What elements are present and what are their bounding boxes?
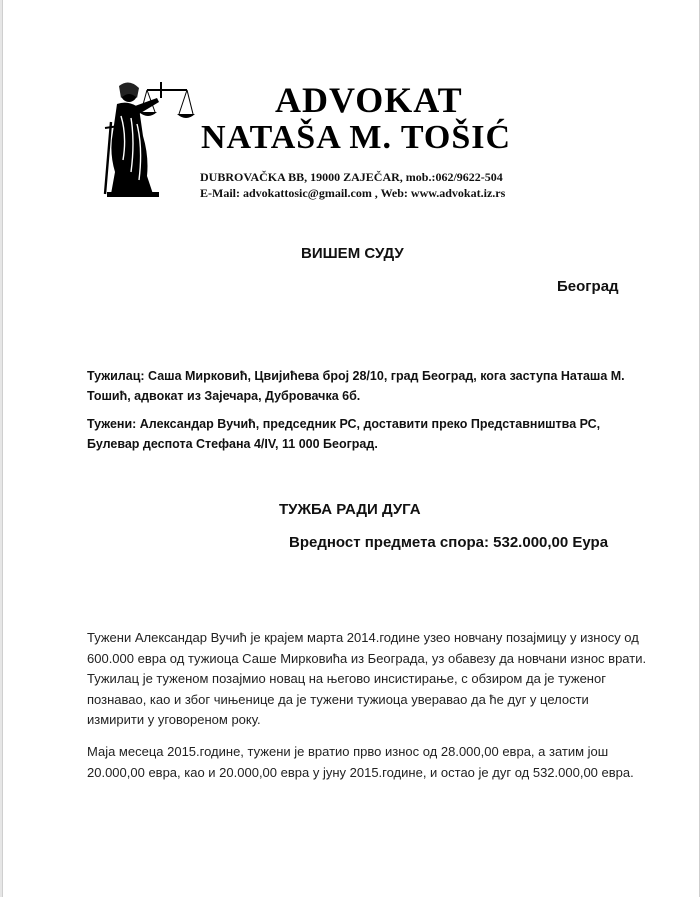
lady-justice-icon [103,76,195,198]
lawyer-name: NATAŠA M. TOŠIĆ [201,119,512,156]
document-heading: ТУЖБА РАДИ ДУГА [279,501,421,518]
letterhead-title: ADVOKAT [275,80,463,120]
plaintiff-paragraph: Тужилац: Саша Мирковић, Цвијићева број 28/10, град Београд, кога заступа Наташа М. Тошић, адвокат из Зајечара, Дубровачка 6б. [87,369,625,403]
letterhead-contact: E-Mail: advokattosic@gmail.com , Web: www.advokat.iz.rs [200,186,506,200]
recipient-city: Београд [557,278,619,295]
document-page [2,0,700,897]
body-paragraph-2: Маја месеца 2015.године, тужени је вратио прво износ од 28.000,00 евра, а затим још 20.000,00 евра, као и 20.000,00 евра у јуну 2015.године, и остао је дуг од 532.000,00 евра. [87,744,634,780]
letterhead-address: DUBROVAČKA BB, 19000 ZAJEČAR, mob.:062/9622-504 [200,170,503,184]
defendant-paragraph: Тужени: Александар Вучић, председник РС, доставити преко Представништва РС, Булевар деспота Стефана 4/IV, 11 000 Београд. [87,417,601,451]
body-paragraph-1: Тужени Алекcандар Вучић је крајем марта 2014.године узео новчану позајмицу у износу од 600.000 евра од тужиоца Саше Мирковића из Београда, уз обавезу да новчани износ врати. Тужилац је туженом позајмио новац на његово инсистирање, с обзиром да је туженог познавао, као и због чињенице да је тужени тужиоца уверавао да ће дуг у целости измирити у уговореном року. [87,630,647,728]
recipient-court: ВИШЕМ СУДУ [301,245,404,262]
claim-value: Вредност предмета спора: 532.000,00 Еура [289,534,609,551]
